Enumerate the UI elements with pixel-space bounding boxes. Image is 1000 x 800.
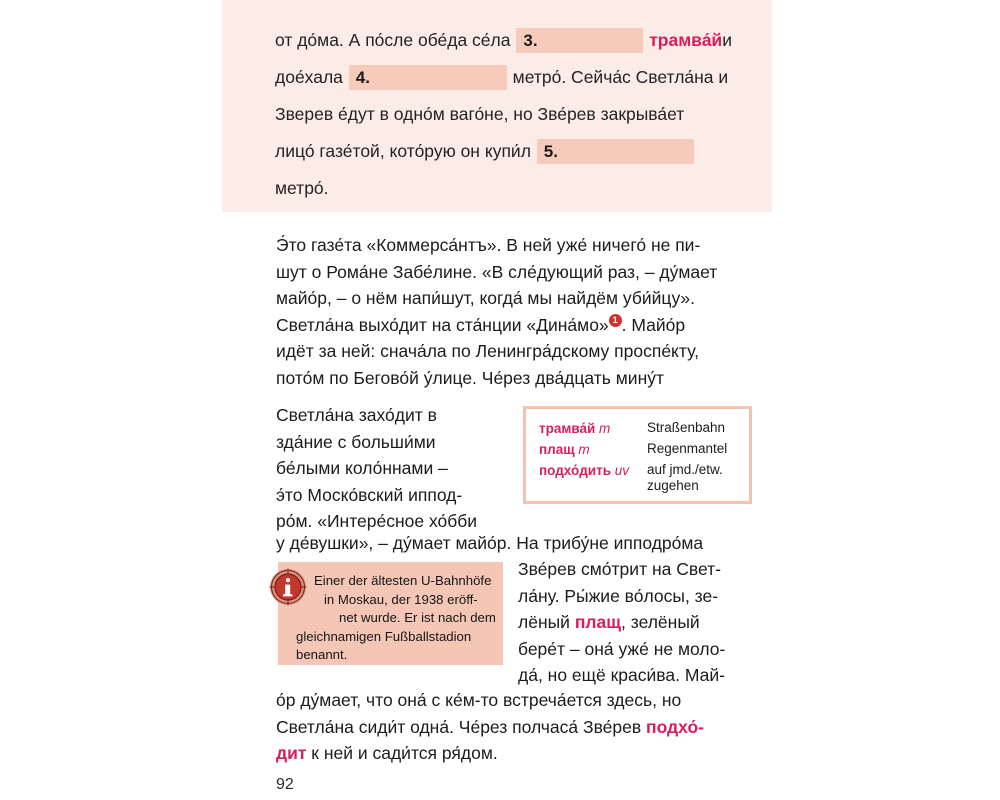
exercise-line-5-text: метро́. [275,178,329,198]
vocabulary-translation [647,462,723,494]
paragraph-2-right-line-3-after: , зелёный [621,612,700,632]
paragraph-2-wide-line: у де́вушки», – ду́мает майо́р. На трибу́не ипподро́ма [276,533,704,553]
vocabulary-translation: Straßenbahn [647,420,726,435]
paragraph-2-left-line-4: э́то Моско́вский иппод- [276,484,463,505]
story-paragraph-3 [276,687,760,767]
gap-field-4[interactable]: 4. [349,65,507,90]
vocabulary-term [539,462,647,480]
paragraph-1-line-6: пото́м по Бегово́й у́лице. Че́рез два́дцать мину́т [276,367,664,388]
paragraph-2-right-line-2: ла́ну. Ры́жие во́лосы, зе- [518,585,719,606]
vocabulary-row [539,462,749,494]
exercise-line-2-before: дое́хала [275,67,343,87]
vocabulary-term [539,441,647,459]
paragraph-2-left-line-1: Светла́на захо́дит в [276,405,437,425]
footnote-info-box [278,562,503,665]
paragraph-1-line-5: идёт за ней: снача́ла по Ленингра́дскому проспе́кту, [276,341,699,361]
paragraph-2-right-line-1: Зве́рев смо́трит на Свет- [518,559,721,579]
footnote-marker-icon[interactable]: 1 [609,314,622,327]
exercise-line-1-before: от до́ма. А по́сле обе́да се́ла [275,30,511,50]
vocabulary-term-text: плащ [539,442,575,457]
exercise-line-3-text: Зверев е́дут в одно́м ваго́не, но Зве́рев закрыва́ет [275,104,685,124]
vocabulary-row [539,420,749,438]
vocabulary-translation-line-2: zugehen [647,478,699,493]
vocabulary-grammar-tag: uv [614,463,630,478]
footnote-line-2: in Moskau, der 1938 eröff- [324,591,478,607]
exercise-text [275,22,750,207]
paragraph-2-right-line-3 [518,609,760,636]
info-circle-icon [268,567,308,607]
story-paragraph-2-left-column [276,402,508,535]
story-paragraph-1 [276,232,760,391]
paragraph-2-right-line-5: да́, но ещё краси́ва. Май- [518,665,725,685]
story-paragraph-2-right-column [518,556,760,689]
vocabulary-term [539,420,647,438]
keyword-podkhodit-part1: подхо́- [646,716,704,737]
paragraph-1-line-4 [276,312,760,339]
footnote-line-1: Einer der ältesten U-Bahnhöfe [314,573,492,588]
paragraph-2-left-line-5: ро́м. «Интере́сное хо́бби [276,511,478,531]
paragraph-2-left-line-3: бе́лыми коло́ннами – [276,458,448,478]
paragraph-3-line-2-before: Светла́на сиди́т одна́. Че́рез полчаса́ Зве́рев [276,716,647,737]
vocabulary-term-text: подхо́дить [539,463,611,478]
vocabulary-term-text: трамва́й [539,421,596,436]
vocabulary-translation: Regenmantel [647,441,728,456]
footnote-text [296,572,496,665]
footnote-line-3: net wurde. Er ist nach dem [339,610,496,625]
keyword-tramvai: трамва́й [649,30,723,50]
vocabulary-box [523,406,752,504]
paragraph-3-line-1: о́р ду́мает, что она́ с ке́м-то встреча́ется здесь, но [276,690,682,710]
keyword-podkhodit-part2: дит [276,743,307,763]
fill-in-the-blank-exercise-panel [222,0,772,212]
exercise-line-2-after: метро́. Сейча́с Светла́на и [512,67,729,87]
keyword-plashch: плащ [574,612,622,632]
story-paragraph-2-wide-line [276,530,760,557]
exercise-line-1-after: и [722,30,732,50]
paragraph-3-line-3 [276,740,760,767]
paragraph-2-right-line-3-before: лёный [518,612,575,632]
vocabulary-grammar-tag: m [599,421,611,436]
paragraph-1-line-3: майо́р, – о нём напи́шут, когда́ мы найдём уби́йцу». [276,288,696,308]
exercise-line-4-before: лицо́ газе́той, кото́рую он купи́л [275,141,531,161]
page-number: 92 [276,776,294,793]
paragraph-1-line-4-text: Светла́на выхо́дит на ста́нции «Дина́мо» [276,314,609,335]
vocabulary-grammar-tag: m [578,442,590,457]
paragraph-1-line-4-tail: . Майо́р [621,314,686,335]
paragraph-2-right-line-4: бере́т – она́ уже́ не моло- [518,638,726,659]
paragraph-2-left-line-2: зда́ние с больши́ми [276,431,436,452]
paragraph-3-line-2 [276,714,760,741]
exercise-line-1 [275,22,750,59]
exercise-line-4 [275,133,750,170]
gap-field-3[interactable]: 3. [516,28,643,53]
footnote-line-5: benannt. [296,647,348,662]
exercise-line-2 [275,59,750,96]
paragraph-1-line-2: шут о Рома́не Забе́лине. «В сле́дующий раз, – ду́мает [276,261,718,282]
paragraph-3-line-3-after: к ней и сади́тся ря́дом. [306,743,498,763]
footnote-line-4: gleichnamigen Fußballstadion [296,628,472,644]
paragraph-1-line-1: Э́то газе́та «Коммерса́нтъ». В ней уже́ ничего́ не пи- [276,235,701,255]
vocabulary-row [539,441,749,459]
exercise-line-5 [275,170,750,207]
gap-field-5[interactable]: 5. [537,139,694,164]
vocabulary-translation-line-1: auf jmd./etw. [647,462,723,477]
exercise-line-3 [275,96,750,133]
